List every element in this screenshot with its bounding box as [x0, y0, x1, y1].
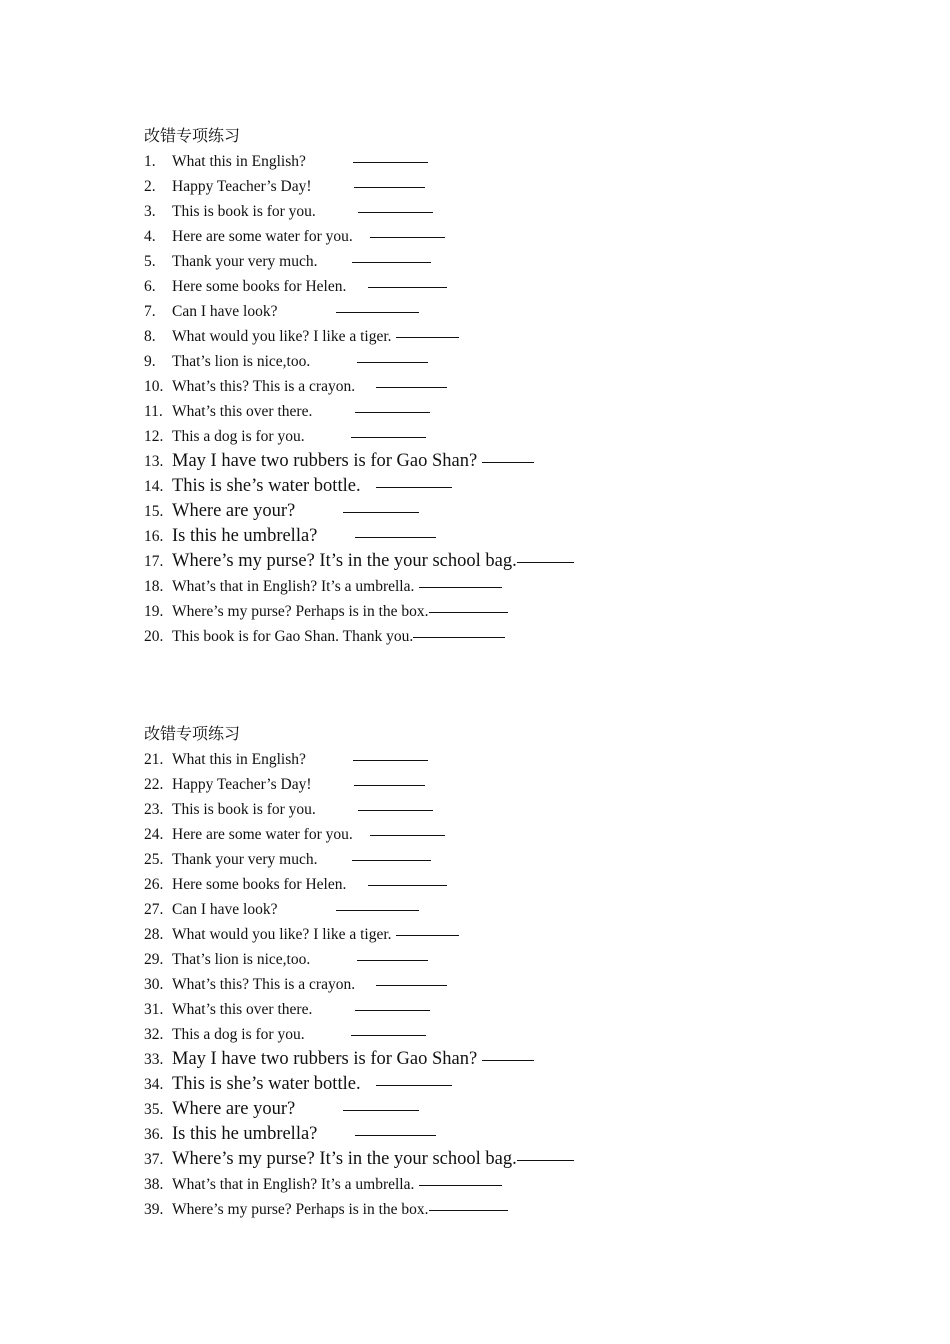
answer-blank[interactable]: [396, 336, 459, 338]
item-number: 28.: [144, 926, 164, 943]
answer-blank[interactable]: [355, 536, 436, 538]
exercise-item: [144, 499, 844, 524]
answer-blank[interactable]: [351, 436, 426, 438]
item-sentence: Here are some water for you.: [172, 228, 353, 245]
item-number: 27.: [144, 901, 164, 918]
item-number: 13.: [144, 453, 164, 470]
exercise-item: [144, 374, 844, 399]
exercise-item: [144, 574, 844, 599]
answer-blank[interactable]: [419, 1184, 502, 1186]
item-number: 10.: [144, 378, 164, 395]
item-number: 26.: [144, 876, 164, 893]
item-number: 38.: [144, 1176, 164, 1193]
exercise-item: [144, 972, 844, 997]
answer-blank[interactable]: [357, 959, 428, 961]
exercise-section-2: [144, 722, 844, 1222]
section-title: 改错专项练习: [144, 726, 241, 743]
answer-blank[interactable]: [376, 1084, 452, 1086]
item-sentence: May I have two rubbers is for Gao Shan?: [172, 451, 478, 471]
answer-blank[interactable]: [354, 784, 425, 786]
answer-blank[interactable]: [482, 1059, 534, 1061]
item-sentence: What’s that in English? It’s a umbrella.: [172, 578, 415, 595]
item-sentence: This is she’s water bottle.: [172, 1074, 361, 1094]
item-sentence: Happy Teacher’s Day!: [172, 776, 312, 793]
exercise-item: [144, 1147, 844, 1172]
item-sentence: Where’s my purse? It’s in the your school bag.: [172, 1149, 517, 1169]
item-number: 14.: [144, 478, 164, 495]
exercise-item: [144, 549, 844, 574]
item-sentence: This is book is for you.: [172, 801, 316, 818]
item-number: 34.: [144, 1076, 164, 1093]
item-number: 29.: [144, 951, 164, 968]
exercise-section-1: [144, 124, 844, 649]
exercise-item: [144, 947, 844, 972]
exercise-item: [144, 624, 844, 649]
answer-blank[interactable]: [396, 934, 459, 936]
answer-blank[interactable]: [343, 1109, 419, 1111]
exercise-item: [144, 897, 844, 922]
item-number: 3.: [144, 203, 156, 220]
exercise-item: [144, 1172, 844, 1197]
exercise-item: [144, 299, 844, 324]
item-number: 19.: [144, 603, 164, 620]
exercise-item: [144, 149, 844, 174]
answer-blank[interactable]: [429, 611, 508, 613]
item-sentence: Where are your?: [172, 501, 296, 521]
item-number: 35.: [144, 1101, 164, 1118]
item-number: 30.: [144, 976, 164, 993]
answer-blank[interactable]: [355, 1009, 430, 1011]
item-sentence: What would you like? I like a tiger.: [172, 926, 392, 943]
item-sentence: Thank your very much.: [172, 253, 318, 270]
item-number: 24.: [144, 826, 164, 843]
answer-blank[interactable]: [358, 809, 433, 811]
item-number: 32.: [144, 1026, 164, 1043]
item-number: 22.: [144, 776, 164, 793]
item-sentence: Happy Teacher’s Day!: [172, 178, 312, 195]
exercise-item: [144, 847, 844, 872]
item-sentence: What’s that in English? It’s a umbrella.: [172, 1176, 415, 1193]
exercise-item: [144, 922, 844, 947]
answer-blank[interactable]: [353, 759, 428, 761]
item-sentence: Here some books for Helen.: [172, 876, 347, 893]
item-sentence: Here some books for Helen.: [172, 278, 347, 295]
item-number: 5.: [144, 253, 156, 270]
item-number: 2.: [144, 178, 156, 195]
answer-blank[interactable]: [357, 361, 428, 363]
answer-blank[interactable]: [368, 286, 447, 288]
exercise-item: [144, 174, 844, 199]
item-sentence: What would you like? I like a tiger.: [172, 328, 392, 345]
item-sentence: Is this he umbrella?: [172, 526, 318, 546]
item-number: 8.: [144, 328, 156, 345]
exercise-item: [144, 274, 844, 299]
exercise-item: [144, 797, 844, 822]
section-title: 改错专项练习: [144, 128, 241, 145]
exercise-item: [144, 1122, 844, 1147]
answer-blank[interactable]: [351, 1034, 426, 1036]
item-sentence: Where’s my purse? It’s in the your school bag.: [172, 551, 517, 571]
answer-blank[interactable]: [336, 311, 419, 313]
answer-blank[interactable]: [429, 1209, 508, 1211]
item-number: 17.: [144, 553, 164, 570]
exercise-item: [144, 224, 844, 249]
item-sentence: This is she’s water bottle.: [172, 476, 361, 496]
item-sentence: Can I have look?: [172, 303, 278, 320]
exercise-item: [144, 1022, 844, 1047]
item-number: 15.: [144, 503, 164, 520]
exercise-item: [144, 1097, 844, 1122]
item-sentence: What’s this over there.: [172, 403, 313, 420]
item-sentence: That’s lion is nice,too.: [172, 353, 311, 370]
answer-blank[interactable]: [376, 386, 447, 388]
answer-blank[interactable]: [370, 236, 445, 238]
answer-blank[interactable]: [354, 186, 425, 188]
answer-blank[interactable]: [358, 211, 433, 213]
item-number: 11.: [144, 403, 163, 420]
item-number: 25.: [144, 851, 164, 868]
item-number: 36.: [144, 1126, 164, 1143]
answer-blank[interactable]: [517, 1159, 574, 1161]
exercise-list: [144, 747, 844, 1222]
item-sentence: Where are your?: [172, 1099, 296, 1119]
exercise-item: [144, 424, 844, 449]
item-number: 6.: [144, 278, 156, 295]
answer-blank[interactable]: [352, 261, 431, 263]
item-sentence: What this in English?: [172, 153, 306, 170]
item-sentence: This a dog is for you.: [172, 1026, 305, 1043]
answer-blank[interactable]: [370, 834, 445, 836]
answer-blank[interactable]: [376, 984, 447, 986]
exercise-item: [144, 199, 844, 224]
answer-blank[interactable]: [413, 636, 505, 638]
answer-blank[interactable]: [376, 486, 452, 488]
item-number: 16.: [144, 528, 164, 545]
item-sentence: Can I have look?: [172, 901, 278, 918]
item-number: 4.: [144, 228, 156, 245]
item-sentence: What this in English?: [172, 751, 306, 768]
item-number: 7.: [144, 303, 156, 320]
exercise-item: [144, 474, 844, 499]
item-sentence: This a dog is for you.: [172, 428, 305, 445]
item-sentence: What’s this over there.: [172, 1001, 313, 1018]
answer-blank[interactable]: [343, 511, 419, 513]
exercise-item: [144, 324, 844, 349]
item-number: 1.: [144, 153, 156, 170]
item-sentence: May I have two rubbers is for Gao Shan?: [172, 1049, 478, 1069]
answer-blank[interactable]: [353, 161, 428, 163]
item-number: 39.: [144, 1201, 164, 1218]
item-number: 18.: [144, 578, 164, 595]
item-number: 37.: [144, 1151, 164, 1168]
item-sentence: This is book is for you.: [172, 203, 316, 220]
exercise-item: [144, 1047, 844, 1072]
item-sentence: Thank your very much.: [172, 851, 318, 868]
answer-blank[interactable]: [355, 1134, 436, 1136]
item-number: 20.: [144, 628, 164, 645]
item-sentence: What’s this? This is a crayon.: [172, 378, 356, 395]
answer-blank[interactable]: [517, 561, 574, 563]
item-number: 31.: [144, 1001, 164, 1018]
exercise-item: [144, 349, 844, 374]
exercise-item: [144, 997, 844, 1022]
exercise-item: [144, 524, 844, 549]
item-sentence: That’s lion is nice,too.: [172, 951, 311, 968]
item-number: 12.: [144, 428, 164, 445]
exercise-item: [144, 822, 844, 847]
item-number: 33.: [144, 1051, 164, 1068]
exercise-item: [144, 599, 844, 624]
item-number: 9.: [144, 353, 156, 370]
answer-blank[interactable]: [355, 411, 430, 413]
answer-blank[interactable]: [368, 884, 447, 886]
exercise-list: [144, 149, 844, 649]
answer-blank[interactable]: [419, 586, 502, 588]
answer-blank[interactable]: [482, 461, 534, 463]
answer-blank[interactable]: [352, 859, 431, 861]
item-sentence: What’s this? This is a crayon.: [172, 976, 356, 993]
item-sentence: Where’s my purse? Perhaps is in the box.: [172, 1201, 429, 1218]
item-sentence: Is this he umbrella?: [172, 1124, 318, 1144]
item-sentence: Where’s my purse? Perhaps is in the box.: [172, 603, 429, 620]
exercise-item: [144, 1072, 844, 1097]
exercise-item: [144, 872, 844, 897]
item-number: 21.: [144, 751, 164, 768]
exercise-item: [144, 399, 844, 424]
answer-blank[interactable]: [336, 909, 419, 911]
exercise-item: [144, 747, 844, 772]
item-number: 23.: [144, 801, 164, 818]
item-sentence: This book is for Gao Shan. Thank you.: [172, 628, 414, 645]
exercise-item: [144, 249, 844, 274]
exercise-item: [144, 772, 844, 797]
exercise-item: [144, 1197, 844, 1222]
exercise-item: [144, 449, 844, 474]
item-sentence: Here are some water for you.: [172, 826, 353, 843]
